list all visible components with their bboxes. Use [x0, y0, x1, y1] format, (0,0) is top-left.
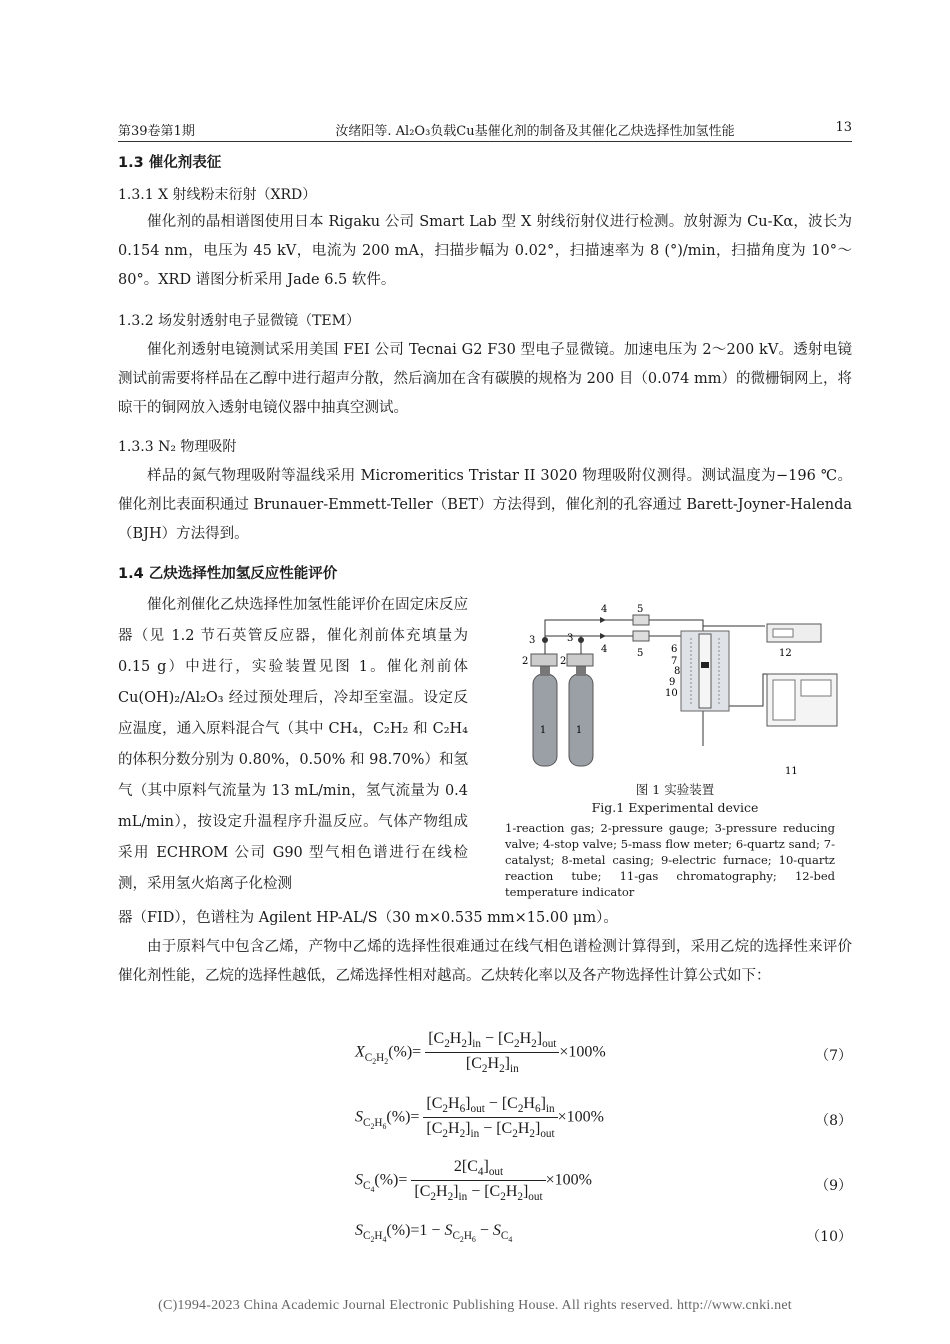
pressure-reducing-valve-icon — [578, 637, 584, 643]
label-12: 12 — [779, 648, 792, 659]
quartz-reaction-tube-icon — [699, 634, 711, 708]
figure-caption-cn: 图 1 实验装置 — [635, 782, 715, 797]
equation-8: $S_{C_2H_6}(\%)=$ $\frac{[C_2H_6]_{out} - [C_2H_6]_{in}}{[C_2H_2]_{in} - [C_2H_2]_{out}}$ ×100% — [355, 1095, 604, 1141]
label-2: 2 — [560, 656, 567, 667]
equation-9-number: （9） — [815, 1178, 852, 1194]
equation-7: $X_{C_2H_2}(\%)=$ $\frac{[C_2H_2]_{in} - [C_2H_2]_{out}}{[C_2H_2]_{in}}$ ×100% — [355, 1030, 606, 1076]
label-4: 4 — [601, 604, 608, 615]
section-1-3-3-title: 1.3.3 N₂ 物理吸附 — [118, 439, 237, 455]
header-rule — [118, 141, 852, 142]
label-11: 11 — [785, 766, 798, 776]
catalyst-bed-icon — [701, 662, 709, 668]
label-10: 10 — [665, 688, 678, 699]
equation-10-number: （10） — [806, 1229, 852, 1245]
page-number: 13 — [835, 120, 852, 135]
experimental-device-figure — [505, 596, 845, 776]
label-7: 7 — [671, 656, 678, 667]
running-title: 汝绪阳等. Al₂O₃负载Cu基催化剂的制备及其催化乙炔选择性加氢性能 — [335, 124, 735, 139]
apparatus-diagram — [505, 596, 845, 776]
figure-caption-en: Fig.1 Experimental device — [591, 800, 759, 815]
equation-10: $S_{C_2H_4}(\%)=1 - S_{C_2H_6} - S_{C_4}$ — [355, 1222, 513, 1245]
label-4: 4 — [601, 644, 608, 655]
section-1-4-text-side: 催化剂催化乙炔选择性加氢性能评价在固定床反应器（见 1.2 节石英管反应器，催化剂前体充填量为 0.15 g）中进行，实验装置见图 1。催化剂前体 Cu(OH)₂/Al₂O₃ 经过预处理后，冷却至室温。设定反应温度，通入原料混合气（其中 CH₄，C₂H₂ 和 C₂H₄ 的体积分数分别为 0.80%，0.50% 和 98.70%）和氢气（其中原料气流量为 13 mL/min，氢气流量为 0.4 mL/min），按设定升温程序升温反应。气体产物组成采用 ECHROM 公司 G90 型气相色谱进行在线检测，采用氢火焰离子化检测 — [118, 597, 468, 892]
pressure-reducing-valve-icon — [542, 637, 548, 643]
section-1-3-1-text: 催化剂的晶相谱图使用日本 Rigaku 公司 Smart Lab 型 X 射线衍射仪进行检测。放射源为 Cu-Kα，波长为 0.154 nm，电压为 45 kV，电流为 200 mA，扫描步幅为 0.02°，扫描速率为 8 (°)/min，扫描角度为 10°～80°。XRD 谱图分析采用 Jade 6.5 软件。 — [118, 214, 852, 288]
label-1: 1 — [539, 725, 547, 736]
section-1-3-2-text: 催化剂透射电镜测试采用美国 FEI 公司 Tecnai G2 F30 型电子显微镜。加速电压为 2～200 kV。透射电镜测试前需要将样品在乙醇中进行超声分散，然后滴加在含有碳膜的规格为 200 目（0.074 mm）的微栅铜网上，将晾干的铜网放入透射电镜仪器中抽真空测试。 — [118, 342, 853, 416]
label-9: 9 — [669, 677, 676, 688]
gas-cylinder-icon — [569, 674, 593, 766]
gas-line — [545, 636, 581, 654]
mass-flow-meter-icon — [633, 631, 649, 641]
stop-valve-icon — [600, 617, 606, 623]
section-1-4-text-full: 器（FID），色谱柱为 Agilent HP-AL/S（30 m×0.535 mm×15.00 μm）。 — [118, 910, 618, 926]
journal-issue: 第39卷第1期 — [118, 124, 195, 139]
label-8: 8 — [674, 666, 681, 677]
section-1-3-title: 1.3 催化剂表征 — [118, 155, 222, 171]
section-1-3-3-text: 样品的氮气物理吸附等温线采用 Micromeritics Tristar II 3020 物理吸附仪测得。测试温度为−196 ℃。催化剂比表面积通过 Brunauer-Emmett-Teller（BET）方法得到，催化剂的孔容通过 Barett-Joyner-Halenda（BJH）方法得到。 — [118, 468, 852, 542]
label-2: 2 — [522, 656, 529, 667]
label-5: 5 — [637, 648, 644, 659]
section-1-4-title: 1.4 乙炔选择性加氢反应性能评价 — [118, 566, 338, 582]
section-1-4-text-p2: 由于原料气中包含乙烯，产物中乙烯的选择性很难通过在线气相色谱检测计算得到，采用乙烷的选择性来评价催化剂性能，乙烷的选择性越低，乙烯选择性相对越高。乙炔转化率以及各产物选择性计算公式如下： — [118, 939, 852, 984]
equation-8-number: （8） — [815, 1113, 852, 1129]
label-3: 3 — [529, 635, 536, 646]
label-6: 6 — [671, 644, 678, 655]
label-3: 3 — [567, 633, 574, 644]
section-1-3-1-title: 1.3.1 X 射线粉末衍射（XRD） — [118, 187, 317, 203]
pressure-gauge-icon — [567, 654, 593, 666]
stop-valve-icon — [600, 633, 606, 639]
equation-9: $S_{C_4}(\%)=$ $\frac{2[C_4]_{out}}{[C_2H_2]_{in} - [C_2H_2]_{out}}$ ×100% — [355, 1158, 592, 1204]
equation-7-number: （7） — [815, 1048, 852, 1064]
mass-flow-meter-icon — [633, 615, 649, 625]
pressure-gauge-icon — [531, 654, 557, 666]
copyright-footer: (C)1994-2023 China Academic Journal Electronic Publishing House. All rights reserved. http://www.cnki.net — [158, 1298, 792, 1313]
section-1-3-2-title: 1.3.2 场发射透射电子显微镜（TEM） — [118, 313, 360, 329]
gas-cylinder-icon — [533, 674, 557, 766]
label-5: 5 — [637, 604, 644, 615]
label-1: 1 — [575, 725, 583, 736]
figure-legend: 1-reaction gas; 2-pressure gauge; 3-pressure reducing valve; 4-stop valve; 5-mass flow meter; 6-quartz sand; 7-catalyst; 8-metal casing; 9-electric furnace; 10-quartz reaction tube; 11-gas chromatography; 12-bed temperature indicator — [505, 821, 835, 899]
